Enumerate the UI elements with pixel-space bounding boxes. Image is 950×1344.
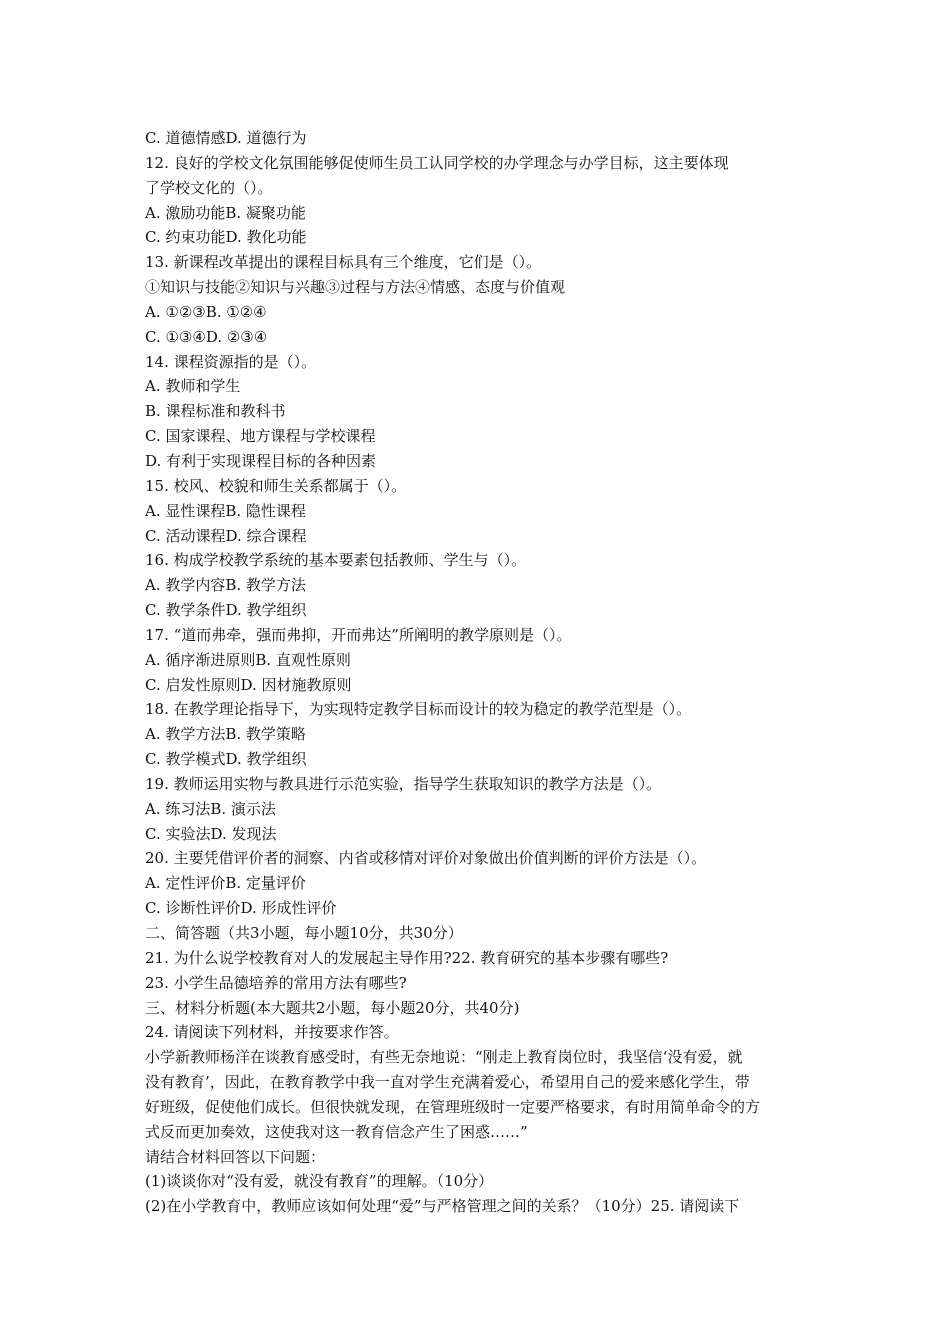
answer-options-line: A. 激励功能B. 凝聚功能	[145, 203, 306, 222]
sub-question-line: (1)谈谈你对“没有爱，就没有教育”的理解。（10分）	[145, 1172, 494, 1191]
material-paragraph-line: 小学新教师杨洋在谈教育感受时，有些无奈地说：“刚走上教育岗位时，我坚信‘没有爱，就	[145, 1048, 743, 1067]
answer-options-line: A. 定性评价B. 定量评价	[145, 874, 306, 893]
answer-option-line: C. 国家课程、地方课程与学校课程	[145, 427, 376, 446]
question-line: 23. 小学生品德培养的常用方法有哪些?	[145, 973, 407, 992]
answer-options-line: C. 教学条件D. 教学组织	[145, 601, 307, 620]
question-line: 18. 在教学理论指导下，为实现特定教学目标而设计的较为稳定的教学范型是（）。	[145, 700, 692, 719]
question-statement-line: ①知识与技能②知识与兴趣③过程与方法④情感、态度与价值观	[145, 278, 566, 297]
section-heading: 二、简答题（共3小题，每小题10分，共30分）	[145, 924, 463, 942]
answer-options-line: C. 实验法D. 发现法	[145, 824, 277, 843]
answer-options-line: C. 约束功能D. 教化功能	[145, 228, 307, 247]
answer-option-line: A. 教师和学生	[145, 377, 241, 396]
answer-options-line: A. ①②③B. ①②④	[145, 302, 267, 321]
material-paragraph-line: 式反而更加奏效，这使我对这一教育信念产生了困惑……”	[145, 1122, 528, 1141]
question-line: 17. “道而弗牵，强而弗抑，开而弗达”所阐明的教学原则是（）。	[145, 625, 572, 644]
answer-option-line: B. 课程标准和教科书	[145, 402, 286, 421]
answer-options-line: A. 教学方法B. 教学策略	[145, 725, 306, 744]
section-heading: 三、材料分析题(本大题共2小题，每小题20分，共40分)	[145, 998, 520, 1017]
answer-options-line: A. 练习法B. 演示法	[145, 799, 276, 818]
question-line: 15. 校风、校貌和师生关系都属于（）。	[145, 476, 407, 495]
material-paragraph-line: 好班级，促使他们成长。但很快就发现，在管理班级时一定要严格要求，有时用简单命令的方	[145, 1097, 761, 1116]
question-continuation-line: 了学校文化的（）。	[145, 178, 273, 197]
material-paragraph-line: 没有教育’，因此，在教育教学中我一直对学生充满着爱心，希望用自己的爱来感化学生，带	[145, 1073, 750, 1092]
answer-options-line: C. ①③④D. ②③④	[145, 327, 268, 346]
question-line: 14. 课程资源指的是（）。	[145, 352, 317, 371]
answer-options-line: C. 活动课程D. 综合课程	[145, 526, 307, 545]
sub-question-line: (2)在小学教育中，教师应该如何处理“爱”与严格管理之间的关系？（10分）25. 请阅读下	[145, 1197, 740, 1216]
answer-options-line: A. 显性课程B. 隐性课程	[145, 501, 306, 520]
answer-options-line: A. 教学内容B. 教学方法	[145, 576, 306, 595]
question-line: 20. 主要凭借评价者的洞察、内省或移情对评价对象做出价值判断的评价方法是（）。	[145, 849, 707, 868]
question-line: 16. 构成学校教学系统的基本要素包括教师、学生与（）。	[145, 551, 527, 570]
question-line: 13. 新课程改革提出的课程目标具有三个维度，它们是（）。	[145, 253, 542, 272]
question-line: 19. 教师运用实物与教具进行示范实验，指导学生获取知识的教学方法是（）。	[145, 774, 662, 793]
question-line: 21. 为什么说学校教育对人的发展起主导作用?22. 教育研究的基本步骤有哪些?	[145, 948, 669, 967]
document-page	[145, 126, 810, 1219]
instruction-line: 请结合材料回答以下问题：	[145, 1147, 326, 1166]
answer-options-line: C. 启发性原则D. 因材施教原则	[145, 675, 352, 694]
answer-options-line: C. 道德情感D. 道德行为	[145, 129, 307, 147]
answer-options-line: C. 教学模式D. 教学组织	[145, 750, 307, 769]
answer-option-line: D. 有利于实现课程目标的各种因素	[145, 451, 377, 470]
question-line: 12. 良好的学校文化氛围能够促使师生员工认同学校的办学理念与办学目标，这主要体现	[145, 153, 729, 172]
answer-options-line: C. 诊断性评价D. 形成性评价	[145, 899, 337, 918]
question-line: 24. 请阅读下列材料，并按要求作答。	[145, 1023, 399, 1042]
answer-options-line: A. 循序渐进原则B. 直观性原则	[145, 650, 351, 669]
